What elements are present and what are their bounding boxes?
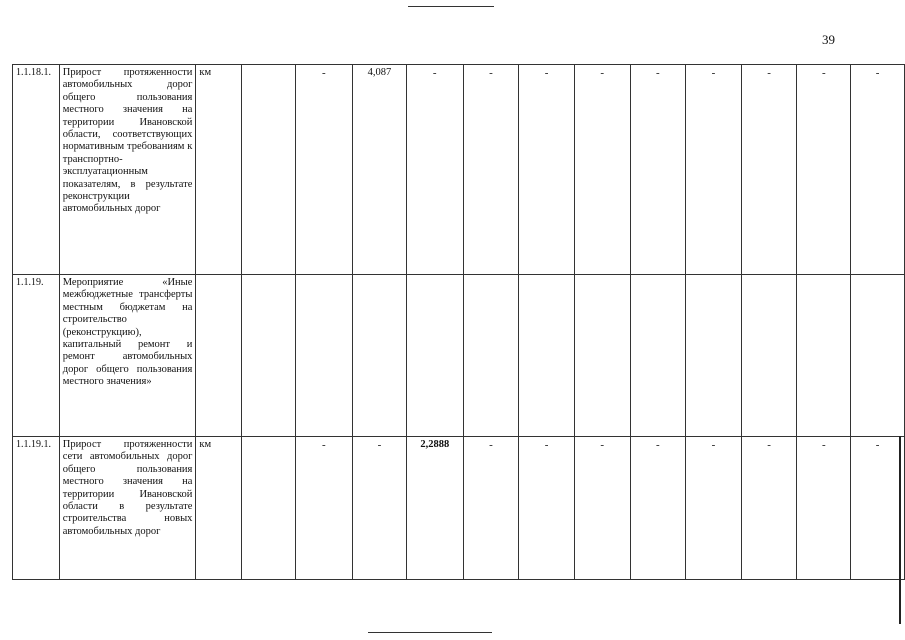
row-value: -: [574, 65, 630, 275]
row-value: -: [851, 437, 905, 580]
row-value: [797, 275, 851, 437]
row-value: [851, 275, 905, 437]
top-rule: [408, 6, 494, 7]
page-number: 39: [822, 32, 835, 47]
row-value: [686, 275, 742, 437]
row-value: [630, 275, 686, 437]
bottom-rule: [368, 632, 492, 633]
row-value: -: [519, 65, 575, 275]
table-row: [13, 437, 905, 580]
row-value: [295, 275, 353, 437]
row-value: [353, 275, 407, 437]
row-unit: [196, 275, 242, 437]
row-value: -: [797, 65, 851, 275]
indicators-table: [12, 64, 905, 580]
row-value: -: [295, 437, 353, 580]
row-code: 1.1.19.1.: [13, 437, 60, 580]
table-row: [13, 65, 905, 275]
row-unit: км: [196, 437, 242, 580]
row-value: [463, 275, 519, 437]
row-value: [574, 275, 630, 437]
row-value: 4,087: [353, 65, 407, 275]
table-row: [13, 275, 905, 437]
row-value: -: [353, 437, 407, 580]
row-description: Мероприятие «Иные межбюджетные трансферты местным бюджетам на строительство (реконструкцию), капитальный ремонт и ремонт автомобильных дорог общего пользования местного значения»: [59, 275, 196, 437]
row-value: -: [741, 65, 797, 275]
row-value: [406, 275, 463, 437]
row-value: -: [630, 65, 686, 275]
row-value: [241, 65, 295, 275]
row-value: -: [741, 437, 797, 580]
scan-edge-mark: [899, 436, 901, 624]
row-code: 1.1.18.1.: [13, 65, 60, 275]
row-value: -: [686, 437, 742, 580]
row-value: -: [630, 437, 686, 580]
row-description: Прирост протяженности автомобильных дорог общего пользования местного значения на территории Ивановской области, соответствующих нормативным требованиям к транспортно-эксплуатационным показателям, в результате реконструкции автомобильных дорог: [59, 65, 196, 275]
row-value: -: [463, 437, 519, 580]
row-unit: км: [196, 65, 242, 275]
row-value: -: [463, 65, 519, 275]
row-description: Прирост протяженности сети автомобильных дорог общего пользования местного значения на территории Ивановской области в результате строительства новых автомобильных дорог: [59, 437, 196, 580]
row-value: [741, 275, 797, 437]
row-value: -: [574, 437, 630, 580]
row-value: 2,2888: [406, 437, 463, 580]
row-value: -: [519, 437, 575, 580]
row-value: [241, 437, 295, 580]
row-value: [241, 275, 295, 437]
row-code: 1.1.19.: [13, 275, 60, 437]
row-value: [519, 275, 575, 437]
row-value: -: [797, 437, 851, 580]
row-value: -: [295, 65, 353, 275]
row-value: -: [851, 65, 905, 275]
row-value: -: [406, 65, 463, 275]
row-value: -: [686, 65, 742, 275]
